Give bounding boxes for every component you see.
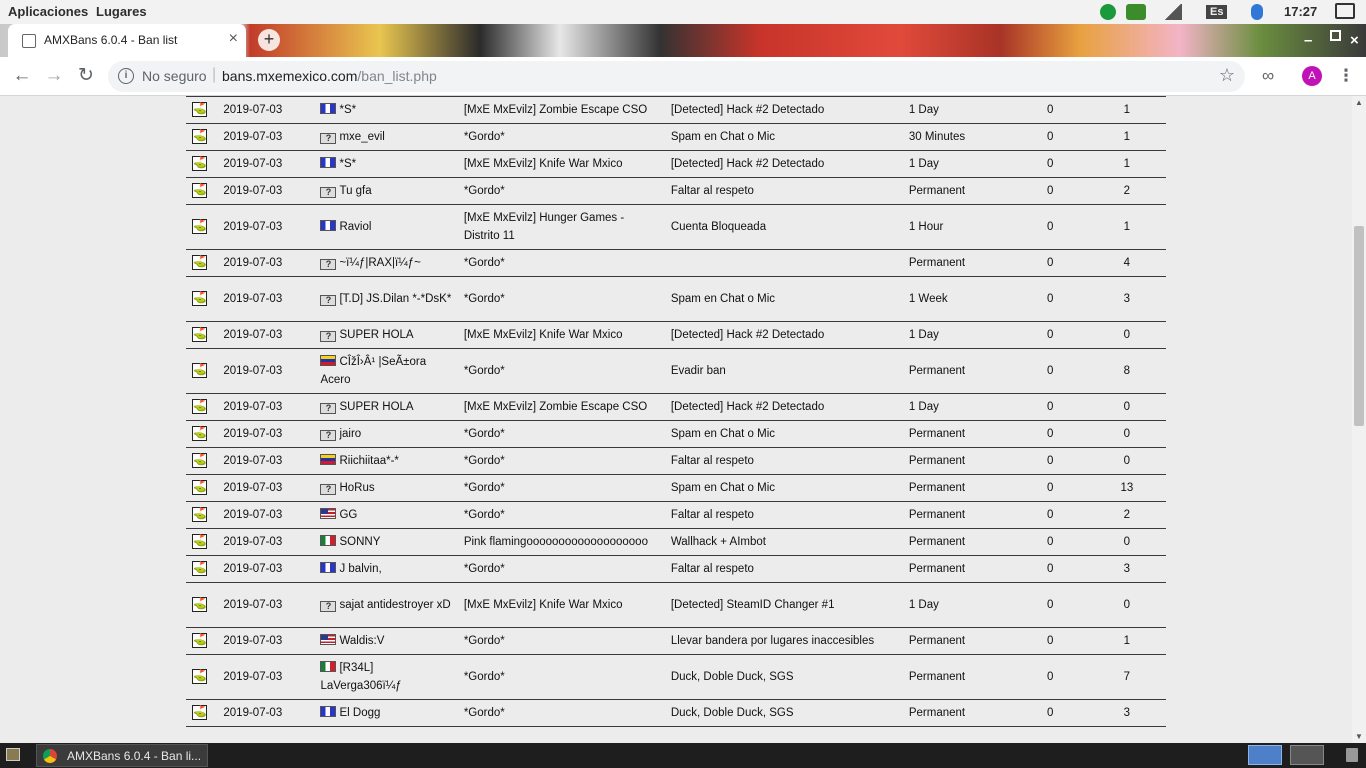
- ban-reason: [Detected] Hack #2 Detectado: [667, 321, 901, 348]
- country-flag-icon: ?: [320, 259, 336, 270]
- game-mod-icon: ⛳: [193, 705, 207, 718]
- browser-toolbar: [0, 57, 1366, 96]
- close-tab-icon[interactable]: ×: [228, 30, 238, 47]
- ban-reason: [667, 249, 901, 276]
- table-row[interactable]: [186, 96, 1166, 123]
- ban-length: Permanent: [901, 555, 1013, 582]
- ban-count-2: 1: [1088, 123, 1166, 150]
- ban-length: 1 Day: [901, 96, 1013, 123]
- country-flag-icon: [320, 355, 336, 366]
- workspace-2-game-icon[interactable]: [1290, 745, 1324, 765]
- ban-date: 2019-07-03: [213, 474, 316, 501]
- table-row[interactable]: [186, 699, 1166, 726]
- clock[interactable]: 17:27: [1284, 4, 1318, 19]
- ban-count-2: 13: [1088, 474, 1166, 501]
- ban-count-1: 0: [1013, 348, 1088, 393]
- chrome-icon: [43, 749, 57, 763]
- ban-length: Permanent: [901, 654, 1013, 699]
- ban-reason: Evadir ban: [667, 348, 901, 393]
- server-name: [MxE MxEvilz] Zombie Escape CSO: [460, 96, 667, 123]
- chrome-menu-icon[interactable]: ⋮: [1337, 66, 1355, 85]
- table-row[interactable]: [186, 321, 1166, 348]
- minimize-window-icon[interactable]: –: [1304, 32, 1313, 49]
- ban-length: 1 Day: [901, 393, 1013, 420]
- ban-date: 2019-07-03: [213, 654, 316, 699]
- country-flag-icon: [320, 103, 336, 114]
- country-flag-icon: [320, 661, 336, 672]
- game-mod-icon: ⛳: [193, 669, 207, 682]
- player-name: SUPER HOLA: [339, 328, 414, 341]
- ban-reason: [Detected] Hack #2 Detectado: [667, 96, 901, 123]
- game-mod-icon: ⛳: [193, 507, 207, 520]
- ban-count-1: 0: [1013, 528, 1088, 555]
- server-name: *Gordo*: [460, 501, 667, 528]
- profile-avatar[interactable]: A: [1302, 66, 1322, 86]
- address-bar[interactable]: [108, 61, 1245, 92]
- ban-count-2: 0: [1088, 321, 1166, 348]
- player-name: jairo: [339, 427, 362, 440]
- ban-count-2: 8: [1088, 348, 1166, 393]
- url-text[interactable]: [222, 68, 437, 84]
- ban-date: 2019-07-03: [213, 528, 316, 555]
- ban-reason: Duck, Doble Duck, SGS: [667, 699, 901, 726]
- top-panel: [0, 0, 1366, 24]
- game-mod-icon: ⛳: [193, 183, 207, 196]
- server-name: *Gordo*: [460, 177, 667, 204]
- ban-count-1: 0: [1013, 249, 1088, 276]
- ban-length: 1 Day: [901, 150, 1013, 177]
- scrollbar-thumb[interactable]: [1354, 226, 1364, 426]
- ban-reason: Faltar al respeto: [667, 555, 901, 582]
- table-row[interactable]: [186, 348, 1166, 393]
- ban-reason: Llevar bandera por lugares inaccesibles: [667, 627, 901, 654]
- ban-date: 2019-07-03: [213, 321, 316, 348]
- table-row[interactable]: [186, 420, 1166, 447]
- game-mod-icon: ⛳: [193, 633, 207, 646]
- ban-length: Permanent: [901, 447, 1013, 474]
- ban-count-1: 0: [1013, 699, 1088, 726]
- country-flag-icon: [320, 634, 336, 645]
- ban-count-2: 1: [1088, 627, 1166, 654]
- ban-count-1: 0: [1013, 501, 1088, 528]
- game-mod-icon: ⛳: [193, 561, 207, 574]
- player-name: Waldis:V: [339, 634, 385, 647]
- scroll-down-icon[interactable]: ▼: [1355, 732, 1363, 741]
- ban-reason: Spam en Chat o Mic: [667, 474, 901, 501]
- country-flag-icon: ?: [320, 133, 336, 144]
- ban-count-2: 1: [1088, 96, 1166, 123]
- ban-count-1: 0: [1013, 276, 1088, 321]
- country-flag-icon: [320, 535, 336, 546]
- country-flag-icon: ?: [320, 484, 336, 495]
- ban-length: 30 Minutes: [901, 123, 1013, 150]
- ban-reason: Duck, Doble Duck, SGS: [667, 654, 901, 699]
- workspace-1-chrome-icon[interactable]: [1248, 745, 1282, 765]
- player-name: Tu gfa: [339, 184, 372, 197]
- game-mod-icon: ⛳: [193, 129, 207, 142]
- game-mod-icon: ⛳: [193, 597, 207, 610]
- taskbar-window-label: AMXBans 6.0.4 - Ban li...: [67, 749, 202, 763]
- ban-count-1: 0: [1013, 321, 1088, 348]
- table-row[interactable]: [186, 123, 1166, 150]
- system-menu-icon[interactable]: [1335, 3, 1355, 19]
- server-name: *Gordo*: [460, 699, 667, 726]
- server-name: *Gordo*: [460, 249, 667, 276]
- player-name: *S*: [339, 103, 357, 116]
- ban-count-2: 4: [1088, 249, 1166, 276]
- ban-date: 2019-07-03: [213, 96, 316, 123]
- ban-date: 2019-07-03: [213, 501, 316, 528]
- ban-reason: [Detected] SteamID Changer #1: [667, 582, 901, 627]
- ban-length: Permanent: [901, 627, 1013, 654]
- back-arrow-icon[interactable]: ←: [12, 65, 32, 86]
- applications-menu[interactable]: Aplicaciones: [8, 4, 89, 19]
- ban-length: 1 Day: [901, 321, 1013, 348]
- ban-count-2: 1: [1088, 204, 1166, 249]
- ban-date: 2019-07-03: [213, 447, 316, 474]
- table-row[interactable]: [186, 204, 1166, 249]
- country-flag-icon: ?: [320, 187, 336, 198]
- ban-count-1: 0: [1013, 555, 1088, 582]
- player-name: SONNY: [339, 535, 381, 548]
- ban-count-1: 0: [1013, 150, 1088, 177]
- server-name: *Gordo*: [460, 348, 667, 393]
- ban-reason: [Detected] Hack #2 Detectado: [667, 150, 901, 177]
- server-name: *Gordo*: [460, 474, 667, 501]
- server-name: Pink flamingooooooooooooooooooo: [460, 528, 667, 555]
- url-host: bans.mxemexico.com: [222, 68, 358, 84]
- ban-count-1: 0: [1013, 627, 1088, 654]
- game-mod-icon: ⛳: [193, 291, 207, 304]
- ban-count-1: 0: [1013, 393, 1088, 420]
- ban-count-2: 3: [1088, 555, 1166, 582]
- ban-count-1: 0: [1013, 654, 1088, 699]
- ban-count-2: 0: [1088, 393, 1166, 420]
- player-name: Raviol: [339, 220, 372, 233]
- ban-date: 2019-07-03: [213, 204, 316, 249]
- ban-count-2: 2: [1088, 501, 1166, 528]
- game-mod-icon: ⛳: [193, 399, 207, 412]
- server-name: [MxE MxEvilz] Knife War Mxico: [460, 321, 667, 348]
- server-name: *Gordo*: [460, 420, 667, 447]
- country-flag-icon: [320, 157, 336, 168]
- ban-date: 2019-07-03: [213, 555, 316, 582]
- game-mod-icon: ⛳: [193, 219, 207, 232]
- server-name: *Gordo*: [460, 555, 667, 582]
- ban-count-1: 0: [1013, 447, 1088, 474]
- ban-length: 1 Day: [901, 582, 1013, 627]
- game-mod-icon: ⛳: [193, 363, 207, 376]
- game-mod-icon: ⛳: [193, 255, 207, 268]
- update-icon[interactable]: [1126, 4, 1146, 20]
- ban-count-2: 3: [1088, 699, 1166, 726]
- places-menu[interactable]: Lugares: [96, 4, 147, 19]
- player-name: CÎžÎ›Â¹ |SeÃ±ora Acero: [320, 355, 427, 386]
- ban-count-2: 2: [1088, 177, 1166, 204]
- table-row[interactable]: [186, 249, 1166, 276]
- country-flag-icon: ?: [320, 403, 336, 414]
- country-flag-icon: ?: [320, 430, 336, 441]
- ban-count-1: 0: [1013, 96, 1088, 123]
- table-row[interactable]: [186, 177, 1166, 204]
- table-row[interactable]: [186, 474, 1166, 501]
- player-name: SUPER HOLA: [339, 400, 414, 413]
- ban-reason: Spam en Chat o Mic: [667, 420, 901, 447]
- game-mod-icon: ⛳: [193, 102, 207, 115]
- player-name: ~ï¼ƒ|RAX|ï¼ƒ~: [339, 256, 421, 269]
- page-viewport: [0, 96, 1352, 743]
- table-row[interactable]: [186, 501, 1166, 528]
- ban-date: 2019-07-03: [213, 582, 316, 627]
- ban-reason: Faltar al respeto: [667, 501, 901, 528]
- extension-infinity-icon[interactable]: ∞: [1261, 66, 1275, 85]
- table-row[interactable]: [186, 150, 1166, 177]
- forward-arrow-icon[interactable]: →: [44, 65, 64, 86]
- ban-list-table: [186, 96, 1166, 727]
- player-name: Riichiitaa*-*: [339, 454, 399, 467]
- ban-count-1: 0: [1013, 123, 1088, 150]
- ban-reason: Faltar al respeto: [667, 177, 901, 204]
- reload-icon[interactable]: ↻: [78, 65, 94, 86]
- show-desktop-icon[interactable]: [6, 748, 20, 761]
- ban-date: 2019-07-03: [213, 699, 316, 726]
- game-mod-icon: ⛳: [193, 480, 207, 493]
- server-name: *Gordo*: [460, 654, 667, 699]
- game-mod-icon: ⛳: [193, 426, 207, 439]
- ban-date: 2019-07-03: [213, 276, 316, 321]
- country-flag-icon: ?: [320, 331, 336, 342]
- ban-reason: Spam en Chat o Mic: [667, 123, 901, 150]
- server-name: [MxE MxEvilz] Knife War Mxico: [460, 150, 667, 177]
- ban-date: 2019-07-03: [213, 123, 316, 150]
- player-name: J balvin,: [339, 562, 382, 575]
- ban-count-2: 1: [1088, 150, 1166, 177]
- ban-reason: Wallhack + AImbot: [667, 528, 901, 555]
- ban-count-1: 0: [1013, 474, 1088, 501]
- country-flag-icon: [320, 454, 336, 465]
- ban-count-2: 3: [1088, 276, 1166, 321]
- ban-count-2: 0: [1088, 528, 1166, 555]
- game-mod-icon: ⛳: [193, 534, 207, 547]
- ban-length: Permanent: [901, 474, 1013, 501]
- ban-length: 1 Hour: [901, 204, 1013, 249]
- ban-reason: Spam en Chat o Mic: [667, 276, 901, 321]
- table-row[interactable]: [186, 393, 1166, 420]
- scroll-up-icon[interactable]: ▲: [1355, 98, 1363, 107]
- ban-date: 2019-07-03: [213, 348, 316, 393]
- player-name: El Dogg: [339, 706, 381, 719]
- browser-tab[interactable]: [8, 24, 246, 57]
- ban-length: Permanent: [901, 501, 1013, 528]
- ban-date: 2019-07-03: [213, 150, 316, 177]
- table-row[interactable]: [186, 654, 1166, 699]
- country-flag-icon: [320, 508, 336, 519]
- ban-date: 2019-07-03: [213, 627, 316, 654]
- ban-count-1: 0: [1013, 177, 1088, 204]
- ban-count-2: 7: [1088, 654, 1166, 699]
- player-name: [R34L] LaVerga306ï¼ƒ: [320, 661, 402, 692]
- player-name: mxe_evil: [339, 130, 385, 143]
- page-scrollbar[interactable]: [1352, 96, 1366, 743]
- status-dot-icon[interactable]: [1100, 4, 1116, 20]
- table-row[interactable]: [186, 555, 1166, 582]
- player-name: *S*: [339, 157, 357, 170]
- ban-length: Permanent: [901, 528, 1013, 555]
- ban-reason: Faltar al respeto: [667, 447, 901, 474]
- table-row[interactable]: [186, 528, 1166, 555]
- security-status[interactable]: No seguro: [142, 68, 207, 84]
- country-flag-icon: [320, 562, 336, 573]
- game-mod-icon: ⛳: [193, 453, 207, 466]
- taskbar-window-chrome[interactable]: [36, 744, 208, 767]
- ban-reason: [Detected] Hack #2 Detectado: [667, 393, 901, 420]
- ban-reason: Cuenta Bloqueada: [667, 204, 901, 249]
- trash-icon[interactable]: [1346, 748, 1358, 762]
- new-tab-button[interactable]: +: [258, 29, 280, 51]
- ban-count-2: 0: [1088, 420, 1166, 447]
- ban-date: 2019-07-03: [213, 420, 316, 447]
- ban-count-1: 0: [1013, 204, 1088, 249]
- site-info-icon[interactable]: i: [118, 68, 134, 84]
- ban-length: Permanent: [901, 699, 1013, 726]
- game-mod-icon: ⛳: [193, 327, 207, 340]
- country-flag-icon: [320, 220, 336, 231]
- tab-title: AMXBans 6.0.4 - Ban list: [44, 33, 178, 47]
- server-name: *Gordo*: [460, 627, 667, 654]
- player-name: sajat antidestroyer xD: [339, 598, 451, 611]
- ban-date: 2019-07-03: [213, 177, 316, 204]
- ban-length: Permanent: [901, 177, 1013, 204]
- bookmark-star-icon[interactable]: ☆: [1218, 65, 1235, 85]
- ban-length: Permanent: [901, 348, 1013, 393]
- server-name: *Gordo*: [460, 276, 667, 321]
- table-row[interactable]: [186, 627, 1166, 654]
- table-row[interactable]: [186, 582, 1166, 627]
- server-name: [MxE MxEvilz] Zombie Escape CSO: [460, 393, 667, 420]
- player-name: [T.D] JS.Dilan *-*DsK*: [339, 292, 452, 305]
- close-window-icon[interactable]: ×: [1350, 32, 1359, 49]
- ban-count-1: 0: [1013, 420, 1088, 447]
- ban-date: 2019-07-03: [213, 249, 316, 276]
- ban-length: Permanent: [901, 420, 1013, 447]
- player-name: HoRus: [339, 481, 375, 494]
- server-name: *Gordo*: [460, 123, 667, 150]
- network-signal-icon[interactable]: [1164, 4, 1182, 20]
- table-row[interactable]: [186, 276, 1166, 321]
- bluetooth-icon[interactable]: [1251, 4, 1263, 20]
- address-separator: |: [212, 66, 217, 83]
- ban-count-2: 0: [1088, 582, 1166, 627]
- server-name: [MxE MxEvilz] Hunger Games - Distrito 11: [460, 204, 667, 249]
- maximize-window-icon[interactable]: [1330, 30, 1341, 41]
- table-row[interactable]: [186, 447, 1166, 474]
- url-path: /ban_list.php: [357, 68, 437, 84]
- server-name: *Gordo*: [460, 447, 667, 474]
- country-flag-icon: [320, 706, 336, 717]
- keyboard-layout[interactable]: Es: [1206, 5, 1227, 19]
- page-favicon-icon: [22, 34, 36, 48]
- player-name: GG: [339, 508, 358, 521]
- country-flag-icon: ?: [320, 601, 336, 612]
- country-flag-icon: ?: [320, 295, 336, 306]
- taskbar: [0, 743, 1366, 768]
- ban-count-1: 0: [1013, 582, 1088, 627]
- server-name: [MxE MxEvilz] Knife War Mxico: [460, 582, 667, 627]
- ban-length: Permanent: [901, 249, 1013, 276]
- ban-length: 1 Week: [901, 276, 1013, 321]
- ban-date: 2019-07-03: [213, 393, 316, 420]
- game-mod-icon: ⛳: [193, 156, 207, 169]
- ban-count-2: 0: [1088, 447, 1166, 474]
